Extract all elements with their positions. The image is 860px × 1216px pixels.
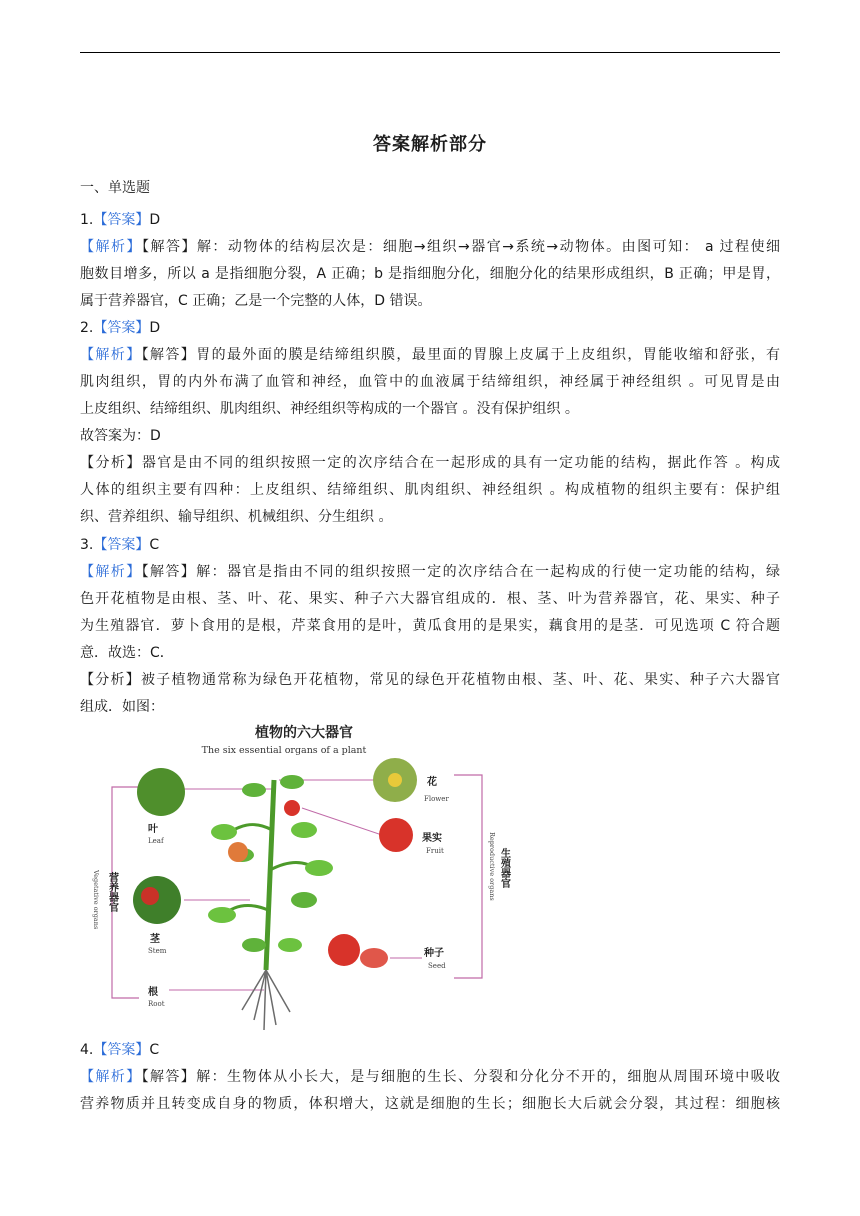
tomato-plant — [208, 775, 333, 1030]
reproductive-label — [488, 832, 512, 901]
flower-label-en: Flower — [424, 795, 449, 803]
analysis-line — [80, 667, 780, 694]
seed-label-cn: 种子 — [424, 948, 444, 959]
leaf-label-en: Leaf — [148, 837, 164, 845]
flower-label-cn: 花 — [427, 777, 437, 788]
stem-label-cn: 茎 — [150, 934, 160, 945]
explanation-text: 解：器官是指由不同的组织按照一定的次序结合在一起构成的行使一定功能的结构，绿 — [196, 564, 781, 580]
question-3 — [80, 532, 780, 721]
answer-tag: 【答案】 — [93, 1042, 150, 1058]
vegetative-label-cn: 营养器官 — [106, 872, 118, 912]
reproductive-label-en: Reproductive organs — [488, 832, 496, 901]
reproductive-label-cn: 生殖器官 — [498, 848, 510, 888]
fruit-label-en: Fruit — [426, 847, 444, 855]
analysis-line: 组成．如图： — [80, 699, 164, 715]
fenxi-tag: 【分析】 — [80, 672, 141, 688]
question-1 — [80, 207, 780, 315]
answer-value: D — [149, 212, 161, 228]
analysis-line — [80, 450, 780, 477]
answer-line — [80, 532, 780, 559]
question-number: 2. — [80, 320, 94, 336]
plant-organs-figure — [92, 720, 510, 1032]
page-title: 答案解析部分 — [373, 134, 487, 155]
answer-tag: 【答案】 — [93, 212, 150, 228]
question-number: 1. — [80, 212, 94, 228]
jieda-tag: 【解答】 — [141, 1069, 197, 1085]
jiexi-tag: 【解析】 — [80, 1069, 142, 1085]
explanation-line: 属于营养器官，C 正确；乙是一个完整的人体，D 错误。 — [80, 293, 432, 309]
question-2 — [80, 315, 780, 531]
question-number: 3. — [80, 537, 94, 553]
answer-tag: 【答案】 — [93, 537, 150, 553]
fruit-photo — [379, 818, 413, 852]
question-4 — [80, 1037, 780, 1118]
answer-tag: 【答案】 — [93, 320, 150, 336]
answer-value: D — [149, 320, 161, 336]
jiexi-tag: 【解析】 — [80, 564, 142, 580]
fenxi-tag: 【分析】 — [80, 455, 142, 471]
header-rule — [80, 52, 780, 53]
seed-photo — [328, 934, 360, 966]
conclusion-line: 故答案为：D — [80, 428, 161, 444]
explanation-line: 意．故选：C． — [80, 645, 174, 661]
answer-line — [80, 315, 780, 342]
leaf-label-cn: 叶 — [148, 824, 158, 835]
explanation-text: 解：动物体的结构层次是：细胞→组织→器官→系统→动物体。由图可知： a 过程使细 — [196, 239, 781, 255]
explanation-line: 色开花植物是由根、茎、叶、花、果实、种子六大器官组成的．根、茎、叶为营养器官，花、果实、种子 — [80, 591, 780, 607]
explanation-line: 胞数目增多，所以 a 是指细胞分裂，A 正确；b 是指细胞分化，细胞分化的结果形成组织，B 正确；甲是胃， — [80, 266, 780, 282]
vegetative-label — [92, 869, 120, 929]
explanation-line: 上皮组织、结缔组织、肌肉组织、神经组织等构成的一个器官 。没有保护组织 。 — [80, 401, 579, 417]
leaf-photo — [137, 768, 185, 816]
analysis-line: 织、营养组织、输导组织、机械组织、分生组织 。 — [80, 509, 393, 525]
seed-label-en: Seed — [428, 962, 446, 970]
explanation-line: 肌肉组织，胃的内外布满了血管和神经，血管中的血液属于结缔组织，神经属于神经组织 。可见胃是由 — [80, 374, 780, 390]
explanation-text: 胃的最外面的膜是结缔组织膜，最里面的胃腺上皮属于上皮组织，胃能收缩和舒张，有 — [196, 347, 781, 363]
jieda-tag: 【解答】 — [141, 564, 197, 580]
explanation-line — [80, 559, 780, 586]
figure-title-cn: 植物的六大器官 — [255, 725, 353, 741]
figure-title-en: The six essential organs of a plant — [201, 745, 367, 756]
explanation-line — [80, 342, 780, 369]
question-number: 4. — [80, 1042, 94, 1058]
jieda-tag: 【解答】 — [141, 347, 197, 363]
vegetative-label-en: Vegetative organs — [92, 870, 100, 930]
answer-line — [80, 207, 780, 234]
explanation-line — [80, 1064, 780, 1091]
explanation-text: 解：生物体从小长大，是与细胞的生长、分裂和分化分不开的，细胞从周围环境中吸收 — [196, 1069, 781, 1085]
explanation-line: 为生殖器官．萝卜食用的是根，芹菜食用的是叶，黄瓜食用的是果实，藕食用的是茎．可见选项 C 符合题 — [80, 618, 780, 634]
jiexi-tag: 【解析】 — [80, 347, 142, 363]
reproductive-bracket — [454, 775, 482, 978]
answer-line — [80, 1037, 780, 1064]
jiexi-tag: 【解析】 — [80, 239, 142, 255]
analysis-line: 人体的组织主要有四种：上皮组织、结缔组织、肌肉组织、神经组织 。构成植物的组织主要有：保护组 — [80, 482, 780, 498]
answer-value: C — [149, 537, 160, 553]
section-heading: 一、单选题 — [80, 180, 150, 196]
fruit-label-cn: 果实 — [422, 833, 442, 844]
root-label-cn: 根 — [148, 987, 158, 998]
explanation-line: 营养物质并且转变成自身的物质，体积增大，这就是细胞的生长；细胞长大后就会分裂，其过程：细胞核 — [80, 1096, 780, 1112]
analysis-text: 器官是由不同的组织按照一定的次序结合在一起形成的具有一定功能的结构，据此作答 。构成 — [141, 455, 780, 471]
root-label-en: Root — [148, 1000, 165, 1008]
stem-label-en: Stem — [148, 947, 167, 955]
jieda-tag: 【解答】 — [141, 239, 197, 255]
answer-value: C — [149, 1042, 160, 1058]
explanation-line — [80, 234, 780, 261]
plant-organs-diagram — [92, 720, 510, 1032]
analysis-text: 被子植物通常称为绿色开花植物，常见的绿色开花植物由根、茎、叶、花、果实、种子六大器官 — [140, 672, 781, 688]
